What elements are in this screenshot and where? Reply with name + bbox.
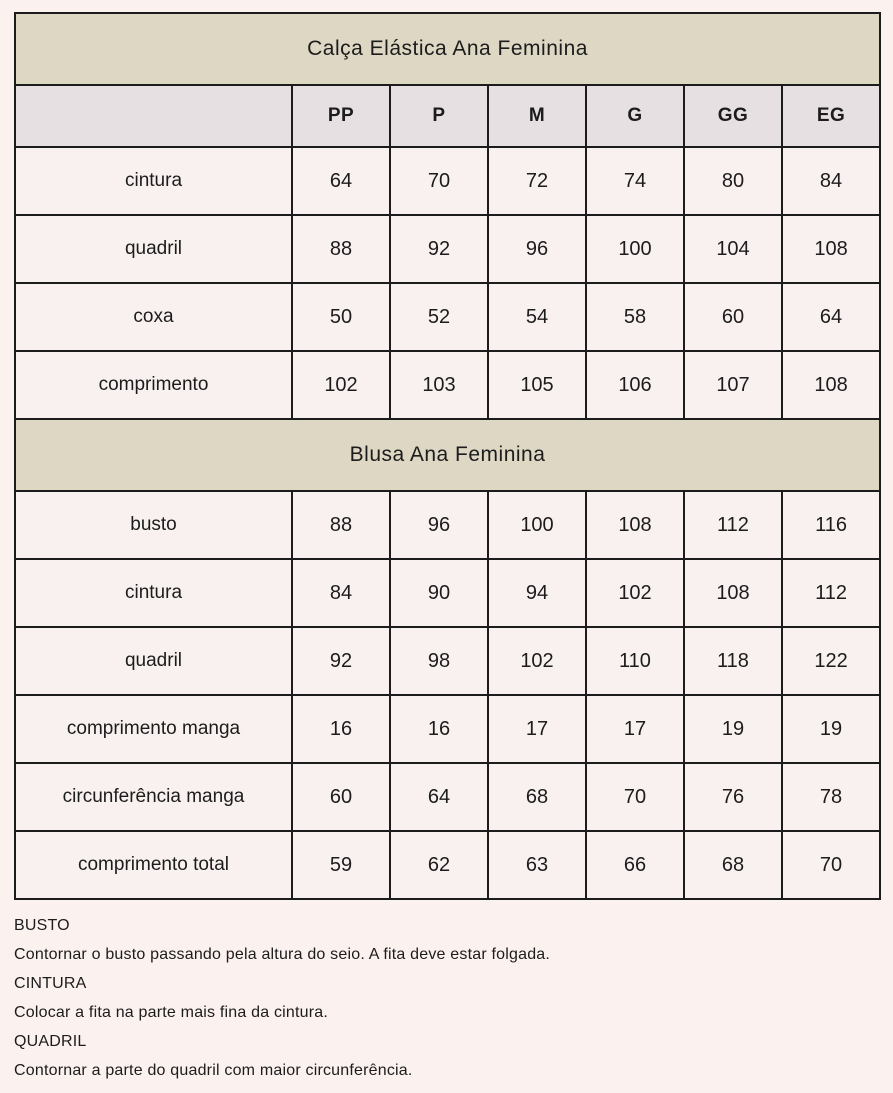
- size-value-cell: 80: [684, 147, 782, 215]
- note-term-busto: BUSTO: [14, 917, 70, 934]
- size-value-cell: 98: [390, 627, 488, 695]
- table-row: [15, 491, 880, 559]
- size-value-cell: 104: [684, 215, 782, 283]
- size-value-cell: 96: [488, 215, 586, 283]
- size-value-cell: 63: [488, 831, 586, 899]
- size-value-cell: 19: [684, 695, 782, 763]
- size-value-cell: 102: [292, 351, 390, 419]
- size-value-cell: 108: [782, 351, 880, 419]
- size-value-cell: 16: [390, 695, 488, 763]
- title-row: [15, 13, 880, 85]
- column-header-pp: PP: [292, 85, 390, 147]
- size-value-cell: 70: [782, 831, 880, 899]
- size-value-cell: 72: [488, 147, 586, 215]
- table-row: [15, 147, 880, 215]
- size-header: [15, 85, 880, 147]
- size-value-cell: 19: [782, 695, 880, 763]
- size-value-cell: 64: [390, 763, 488, 831]
- size-value-cell: 16: [292, 695, 390, 763]
- row-label: comprimento: [15, 351, 292, 419]
- size-value-cell: 96: [390, 491, 488, 559]
- column-header-g: G: [586, 85, 684, 147]
- size-value-cell: 52: [390, 283, 488, 351]
- calca-rows: [15, 147, 880, 419]
- size-value-cell: 70: [390, 147, 488, 215]
- row-label: cintura: [15, 559, 292, 627]
- size-value-cell: 50: [292, 283, 390, 351]
- table-row: [15, 351, 880, 419]
- size-value-cell: 102: [586, 559, 684, 627]
- size-value-cell: 100: [488, 491, 586, 559]
- row-label: comprimento total: [15, 831, 292, 899]
- size-value-cell: 92: [390, 215, 488, 283]
- size-value-cell: 112: [782, 559, 880, 627]
- size-value-cell: 60: [292, 763, 390, 831]
- size-value-cell: 58: [586, 283, 684, 351]
- title-row: [15, 419, 880, 491]
- size-value-cell: 84: [292, 559, 390, 627]
- size-value-cell: 68: [684, 831, 782, 899]
- size-value-cell: 88: [292, 215, 390, 283]
- size-value-cell: 103: [390, 351, 488, 419]
- size-value-cell: 17: [586, 695, 684, 763]
- column-header-eg: EG: [782, 85, 880, 147]
- table-title-blusa: Blusa Ana Feminina: [15, 419, 880, 491]
- table-row: [15, 831, 880, 899]
- size-value-cell: 66: [586, 831, 684, 899]
- size-value-cell: 88: [292, 491, 390, 559]
- size-header-row: [15, 85, 880, 147]
- size-value-cell: 17: [488, 695, 586, 763]
- size-value-cell: 64: [782, 283, 880, 351]
- note-term-quadril: QUADRIL: [14, 1033, 87, 1050]
- size-value-cell: 122: [782, 627, 880, 695]
- blusa-rows: [15, 491, 880, 899]
- table-row: [15, 763, 880, 831]
- size-value-cell: 106: [586, 351, 684, 419]
- note-description-busto: Contornar o busto passando pela altura do seio. A fita deve estar folgada.: [14, 946, 551, 963]
- size-value-cell: 84: [782, 147, 880, 215]
- row-label: coxa: [15, 283, 292, 351]
- size-value-cell: 107: [684, 351, 782, 419]
- size-value-cell: 78: [782, 763, 880, 831]
- size-value-cell: 94: [488, 559, 586, 627]
- size-value-cell: 108: [586, 491, 684, 559]
- row-label: quadril: [15, 215, 292, 283]
- size-value-cell: 62: [390, 831, 488, 899]
- size-value-cell: 92: [292, 627, 390, 695]
- table-row: [15, 627, 880, 695]
- size-value-cell: 90: [390, 559, 488, 627]
- note-term-cintura: CINTURA: [14, 975, 87, 992]
- size-value-cell: 68: [488, 763, 586, 831]
- size-value-cell: 70: [586, 763, 684, 831]
- size-value-cell: 108: [684, 559, 782, 627]
- size-value-cell: 60: [684, 283, 782, 351]
- table-row: [15, 559, 880, 627]
- size-value-cell: 100: [586, 215, 684, 283]
- section-title-calca: [15, 13, 880, 85]
- column-header-m: M: [488, 85, 586, 147]
- size-value-cell: 74: [586, 147, 684, 215]
- table-row: [15, 215, 880, 283]
- size-value-cell: 118: [684, 627, 782, 695]
- size-value-cell: 54: [488, 283, 586, 351]
- size-value-cell: 112: [684, 491, 782, 559]
- size-value-cell: 105: [488, 351, 586, 419]
- row-label: comprimento manga: [15, 695, 292, 763]
- size-value-cell: 116: [782, 491, 880, 559]
- size-value-cell: 102: [488, 627, 586, 695]
- size-value-cell: 64: [292, 147, 390, 215]
- corner-cell: [15, 85, 292, 147]
- section-title-blusa: [15, 419, 880, 491]
- size-chart-table: [14, 12, 881, 900]
- table-row: [15, 283, 880, 351]
- row-label: cintura: [15, 147, 292, 215]
- row-label: circunferência manga: [15, 763, 292, 831]
- row-label: quadril: [15, 627, 292, 695]
- measurement-notes: [14, 911, 879, 1085]
- note-description-quadril: Contornar a parte do quadril com maior circunferência.: [14, 1062, 413, 1079]
- size-value-cell: 110: [586, 627, 684, 695]
- row-label: busto: [15, 491, 292, 559]
- size-value-cell: 76: [684, 763, 782, 831]
- column-header-p: P: [390, 85, 488, 147]
- table-title-calca: Calça Elástica Ana Feminina: [15, 13, 880, 85]
- column-header-gg: GG: [684, 85, 782, 147]
- note-description-cintura: Colocar a fita na parte mais fina da cintura.: [14, 1004, 329, 1021]
- size-value-cell: 59: [292, 831, 390, 899]
- table-row: [15, 695, 880, 763]
- size-value-cell: 108: [782, 215, 880, 283]
